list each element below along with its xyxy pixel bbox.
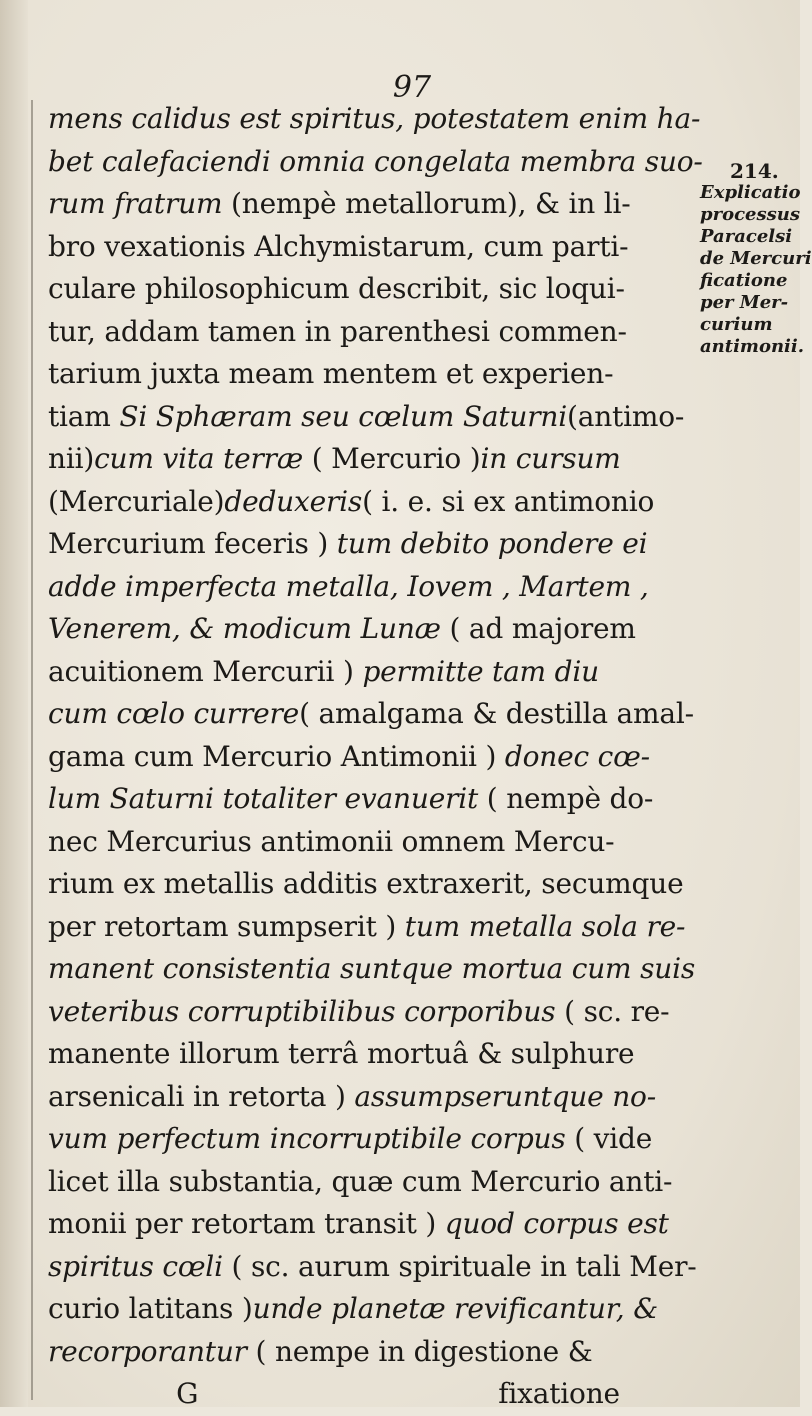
- text-segment: veteribus corruptibilibus corporibus: [48, 994, 565, 1028]
- text-line: [48, 693, 694, 736]
- text-segment: per retortam sumpserit ): [48, 909, 405, 943]
- text-segment: Mercurium feceris ): [48, 527, 337, 560]
- text-segment: G: [176, 1377, 199, 1410]
- text-segment: ( Mercurio ): [311, 442, 481, 475]
- text-line: [48, 396, 688, 439]
- marginal-note-line: ficatione: [700, 270, 788, 291]
- text-segment: tur, addam tamen in parenthesi commen-: [48, 314, 627, 348]
- text-segment: spiritus cœli: [48, 1249, 232, 1283]
- text-line: [48, 1161, 688, 1204]
- text-line: [48, 98, 701, 141]
- marginal-note-line: antimonii.: [700, 336, 804, 357]
- text-segment: donec cœ-: [504, 739, 650, 773]
- text-line: [48, 438, 688, 481]
- text-segment: cum cœlo currere: [48, 697, 300, 730]
- text-segment: ( ad majorem: [449, 612, 636, 645]
- text-segment: licet illa substantia, quæ cum Mercurio anti-: [48, 1164, 673, 1198]
- text-line: [48, 1033, 688, 1076]
- text-segment: rum fratrum: [48, 187, 232, 220]
- text-line: [48, 651, 688, 694]
- text-segment: Si Sphæram seu cœlum Saturni: [119, 399, 567, 433]
- page-gutter: [0, 0, 28, 1407]
- text-segment: rium ex metallis additis extraxerit, secumque: [48, 867, 684, 900]
- marginal-note-line: per Mer-: [700, 292, 789, 313]
- text-segment: ( vide: [574, 1122, 653, 1155]
- text-segment: ( nempe in digestione &: [255, 1334, 593, 1368]
- text-line: [48, 863, 688, 906]
- text-line: [48, 523, 688, 566]
- text-segment: permitte tam diu: [362, 654, 599, 688]
- margin-rule: [31, 100, 33, 1400]
- text-line: [48, 821, 688, 864]
- text-line: [48, 906, 688, 949]
- text-line: [48, 736, 688, 779]
- marginal-note-line: Explicatio: [700, 182, 801, 203]
- text-segment: ( sc. aurum spirituale in tali Mer-: [231, 1249, 697, 1283]
- text-segment: cum vita terræ: [94, 442, 312, 475]
- text-segment: (nempè metallorum), & in li-: [231, 187, 631, 220]
- text-segment: vum perfectum incorruptibile corpus: [48, 1122, 575, 1155]
- marginal-note-line: 214.: [730, 159, 779, 183]
- text-line: [48, 1331, 688, 1374]
- text-line: [48, 226, 688, 269]
- text-segment: curio latitans ): [48, 1292, 253, 1325]
- text-segment: (Mercuriale): [48, 484, 225, 518]
- text-segment: tum debito pondere ei: [336, 527, 648, 560]
- text-line: [48, 141, 703, 184]
- text-segment: tiam: [48, 399, 120, 433]
- text-segment: bet calefaciendi omnia congelata membra suo-: [48, 144, 703, 178]
- text-line: [48, 1076, 688, 1119]
- text-segment: adde imperfecta metalla, Iovem , Martem ,: [48, 569, 649, 603]
- text-line: [48, 608, 688, 651]
- text-segment: tarium juxta meam mentem et experien-: [48, 357, 614, 390]
- text-line: [48, 311, 688, 354]
- text-segment: unde planetæ revificantur, &: [252, 1292, 658, 1325]
- text-line: [48, 1246, 697, 1289]
- text-segment: nii): [48, 442, 95, 475]
- text-segment: lum Saturni totaliter evanuerit: [48, 782, 487, 815]
- text-segment: culare philosophicum describit, sic loqui-: [48, 272, 625, 305]
- page-number: 97: [392, 70, 432, 105]
- text-line: [48, 1288, 688, 1331]
- text-segment: ( amalgama & destilla amal-: [299, 697, 694, 730]
- text-segment: bro vexationis Alchymistarum, cum parti-: [48, 229, 629, 263]
- text-segment: acuitionem Mercurii ): [48, 654, 363, 688]
- text-segment: quod corpus est: [444, 1207, 669, 1240]
- text-segment: deduxeris: [224, 484, 363, 518]
- text-line: [48, 353, 688, 396]
- text-line: [48, 778, 688, 821]
- marginal-note: [700, 159, 812, 358]
- text-segment: assumpseruntque no-: [354, 1079, 656, 1113]
- text-segment: recorporantur: [48, 1334, 256, 1368]
- text-line: [48, 566, 688, 609]
- text-segment: (antimo-: [567, 399, 685, 433]
- text-segment: tum metalla sola re-: [404, 909, 686, 943]
- text-segment: in cursum: [480, 442, 621, 475]
- body-text: [48, 98, 703, 1416]
- marginal-note-line: curium: [700, 314, 773, 335]
- text-segment: manent consistentia suntque mortua cum suis: [48, 952, 696, 985]
- text-segment: gama cum Mercurio Antimonii ): [48, 739, 505, 773]
- text-segment: Venerem, & modicum Lunæ: [48, 612, 450, 645]
- text-segment: ( i. e. si ex antimonio: [362, 484, 655, 518]
- text-segment: manente illorum terrâ mortuâ & sulphure: [48, 1037, 635, 1070]
- text-line: [48, 1373, 688, 1416]
- text-line: [48, 1203, 688, 1246]
- marginal-note-line: processus: [700, 204, 800, 225]
- marginal-note-line: Paracelsi: [700, 226, 793, 247]
- text-segment: ( sc. re-: [564, 994, 670, 1028]
- text-line: [48, 991, 688, 1034]
- marginal-note-line: de Mercuri: [700, 248, 812, 269]
- text-segment: monii per retortam transit ): [48, 1207, 445, 1240]
- text-line: [48, 268, 688, 311]
- text-segment: nec Mercurius antimonii omnem Mercu-: [48, 824, 615, 858]
- text-segment: arsenicali in retorta ): [48, 1079, 355, 1113]
- text-segment: ( nempè do-: [486, 782, 654, 815]
- text-line: [48, 1118, 688, 1161]
- text-line: [48, 948, 696, 991]
- text-segment: fixatione: [498, 1377, 620, 1410]
- text-segment: mens calidus est spiritus, potestatem enim ha-: [48, 102, 701, 135]
- text-line: [48, 481, 688, 524]
- text-line: [48, 183, 688, 226]
